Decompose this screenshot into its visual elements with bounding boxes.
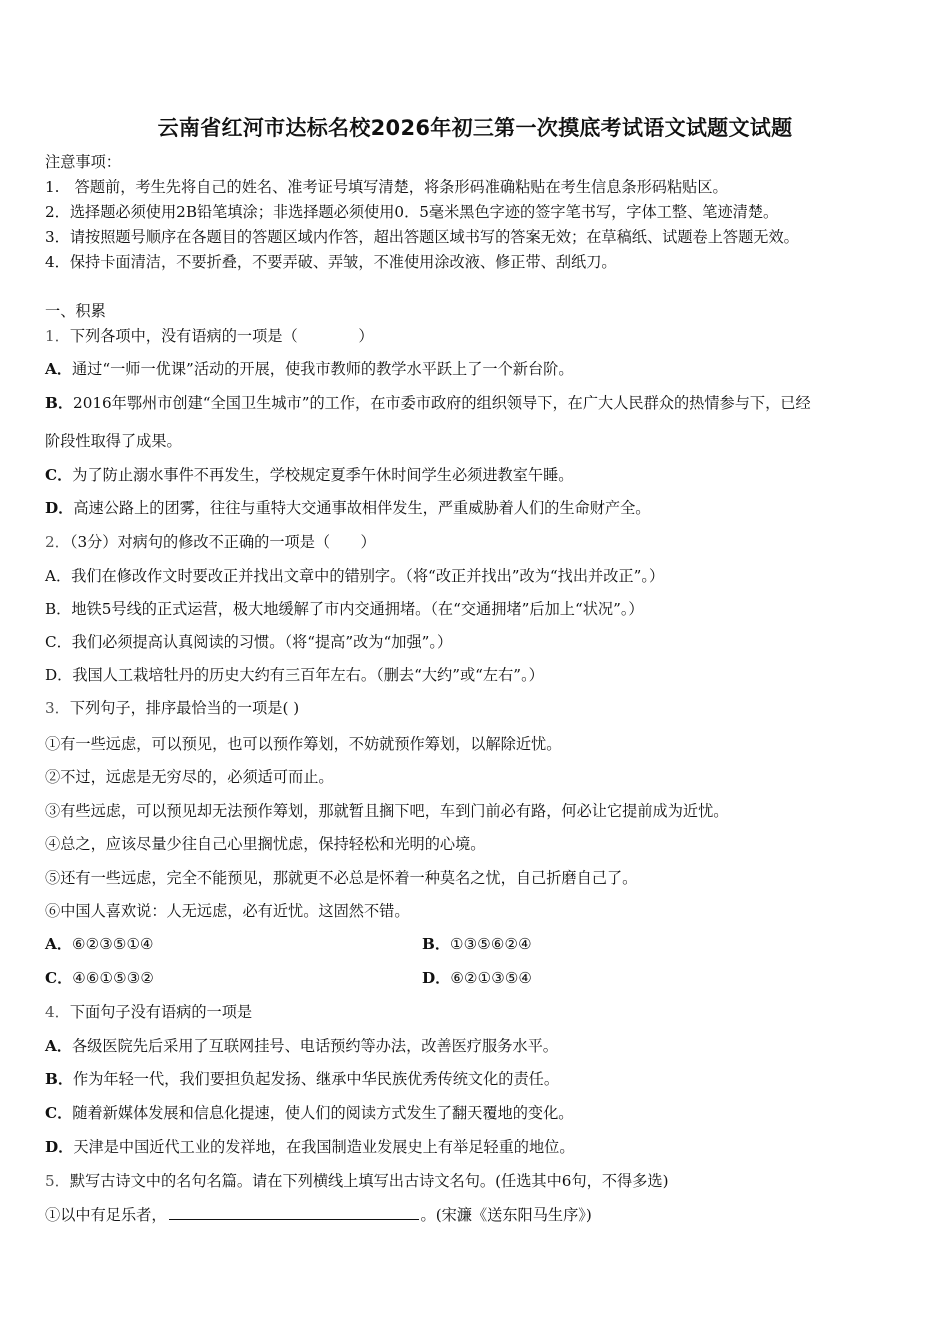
- question-number: 4．: [45, 1003, 70, 1021]
- option-label: C．: [45, 1104, 73, 1122]
- option-text: ⑥②③⑤①④: [71, 935, 154, 953]
- q2-option-d: D．我国人工栽培牡丹的历史大约有三百年左右。（删去“大约”或“左右”。）: [45, 666, 544, 684]
- question-number: 1．: [45, 327, 70, 345]
- fill-prefix: ①以中有足乐者，: [45, 1206, 167, 1224]
- option-text: ①③⑤⑥②④: [450, 935, 532, 953]
- q3-sentence: ⑤还有一些远虑，完全不能预见，那就更不必总是怀着一种莫名之忧，自己折磨自己了。: [45, 869, 638, 887]
- notice-item: 3．请按照题号顺序在各题目的答题区域内作答，超出答题区域书写的答案无效；在草稿纸、试题卷上答题无效。: [45, 228, 799, 246]
- q1-option-d: [45, 498, 915, 518]
- q3-sentence: ⑥中国人喜欢说：人无远虑，必有近忧。这固然不错。: [45, 902, 410, 920]
- question-text: 下列句子，排序最恰当的一项是( ): [69, 699, 300, 717]
- option-text: 各级医院先后采用了互联网挂号、电话预约等办法，改善医疗服务水平。: [71, 1037, 558, 1055]
- q1-option-b: [45, 393, 915, 413]
- question-5-stem: [45, 1171, 915, 1191]
- question-text: 默写古诗文中的名句名篇。请在下列横线上填写出古诗文名句。(任选其中6句，不得多选): [69, 1172, 669, 1190]
- q5-item-1: [45, 1205, 915, 1225]
- option-label: A．: [45, 1037, 72, 1055]
- option-text: 2016年鄂州市创建“全国卫生城市”的工作，在市委市政府的组织领导下，在广大人民群众的热情参与下，已经: [73, 394, 811, 412]
- question-number: 3．: [45, 699, 70, 717]
- option-label: C．: [45, 466, 73, 484]
- option-label: A．: [45, 935, 72, 953]
- option-text: ⑥②①③⑤④: [450, 969, 533, 987]
- option-text: 为了防止溺水事件不再发生，学校规定夏季午休时间学生必须进教室午睡。: [72, 466, 574, 484]
- q4-option-d: [45, 1137, 915, 1157]
- q3-option-b: [422, 934, 532, 954]
- q4-option-c: [45, 1103, 915, 1123]
- q3-options-row-1: [45, 934, 915, 954]
- question-number: 2．: [45, 533, 70, 551]
- q1-option-b-cont: [45, 431, 915, 451]
- option-label: B．: [422, 935, 451, 953]
- option-text: 随着新媒体发展和信息化提速，使人们的阅读方式发生了翻天覆地的变化。: [72, 1104, 574, 1122]
- q2-option-b: B．地铁5号线的正式运营，极大地缓解了市内交通拥堵。（在“交通拥堵”后加上“状况”。）: [45, 600, 644, 618]
- q3-sentence: ①有一些远虑，可以预见，也可以预作筹划，不妨就预作筹划，以解除近忧。: [45, 735, 562, 753]
- option-text: 通过“一师一优课”活动的开展，使我市教师的教学水平跃上了一个新台阶。: [71, 360, 574, 378]
- q3-sentence: ③有些远虑，可以预见却无法预作筹划，那就暂且搁下吧，车到门前必有路，何必让它提前成为近忧。: [45, 802, 729, 820]
- question-text: 下列各项中，没有语病的一项是（ ）: [69, 327, 374, 345]
- fill-suffix: 。(宋濂《送东阳马生序》): [420, 1206, 592, 1224]
- option-text: 作为年轻一代，我们要担负起发扬、继承中华民族优秀传统文化的责任。: [73, 1070, 560, 1088]
- question-1-stem: [45, 326, 915, 346]
- q3-options-row-2: [45, 968, 915, 988]
- option-label: B．: [45, 394, 74, 412]
- option-label: D．: [45, 499, 74, 517]
- question-text: 下面句子没有语病的一项是: [69, 1003, 253, 1021]
- notice-heading: 注意事项：: [45, 153, 121, 171]
- q3-option-d: [422, 968, 532, 988]
- notice-item: 4．保持卡面清洁，不要折叠，不要弄破、弄皱，不准使用涂改液、修正带、刮纸刀。: [45, 253, 617, 271]
- notice-item: 2．选择题必须使用2B铅笔填涂；非选择题必须使用0．5毫米黑色字迹的签字笔书写，字体工整、笔迹清楚。: [45, 203, 779, 221]
- q3-sentence: ②不过，远虑是无穷尽的，必须适可而止。: [45, 768, 334, 786]
- q2-option-c: C．我们必须提高认真阅读的习惯。（将“提高”改为“加强”。）: [45, 633, 453, 651]
- option-label: B．: [45, 1070, 74, 1088]
- question-3-stem: [45, 698, 915, 718]
- q2-option-a: A．我们在修改作文时要改正并找出文章中的错别字。（将“改正并找出”改为“找出并改正”。）: [45, 567, 665, 585]
- question-2-stem: [45, 532, 915, 552]
- option-label: D．: [422, 969, 451, 987]
- option-text: ④⑥①⑤③②: [72, 969, 154, 987]
- option-text: 高速公路上的团雾，往往与重特大交通事故相伴发生，严重威胁着人们的生命财产全。: [73, 499, 651, 517]
- q4-option-b: [45, 1069, 915, 1089]
- option-text: 阶段性取得了成果。: [45, 432, 182, 450]
- option-label: D．: [45, 1138, 74, 1156]
- question-text: （3分）对病句的修改不正确的一项是（ ）: [69, 533, 376, 551]
- option-text: 天津是中国近代工业的发祥地，在我国制造业发展史上有举足轻重的地位。: [73, 1138, 575, 1156]
- q1-option-c: [45, 465, 915, 485]
- page-title: 云南省红河市达标名校2026年初三第一次摸底考试语文试题文试题: [157, 116, 793, 140]
- section-heading: 一、积累: [45, 302, 106, 320]
- q3-sentence: ④总之，应该尽量少往自己心里搁忧虑，保持轻松和光明的心境。: [45, 835, 486, 853]
- option-label: A．: [45, 360, 72, 378]
- question-number: 5．: [45, 1172, 70, 1190]
- q4-option-a: [45, 1036, 915, 1056]
- question-4-stem: [45, 1002, 915, 1022]
- answer-blank[interactable]: [169, 1205, 419, 1220]
- option-label: C．: [45, 969, 73, 987]
- q1-option-a: [45, 359, 915, 379]
- notice-item: 1. 答题前，考生先将自己的姓名、准考证号填写清楚，将条形码准确粘贴在考生信息条形码粘贴区。: [45, 178, 728, 196]
